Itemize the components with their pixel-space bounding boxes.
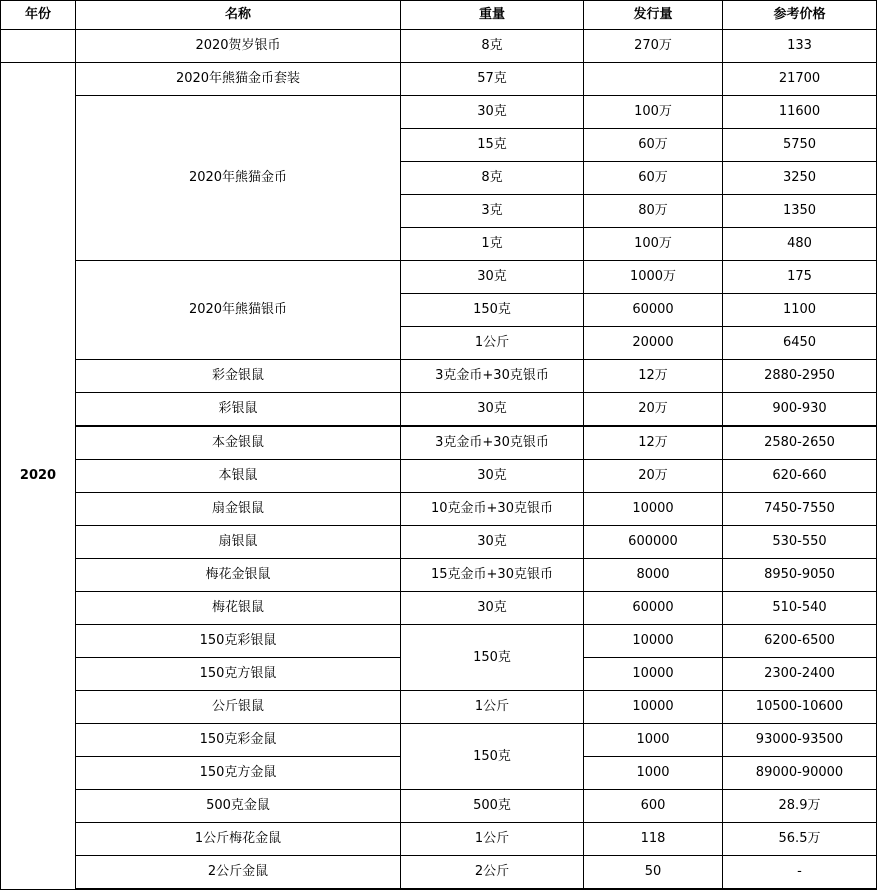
mintage-cell: 12万 [584,426,723,460]
weight-cell: 1克 [401,228,584,261]
header-row [1,1,877,30]
mintage-cell: 1000 [584,724,723,757]
name-cell: 本金银鼠 [76,426,401,460]
mintage-cell: 12万 [584,360,723,393]
price-cell: 28.9万 [723,790,877,823]
price-cell: 11600 [723,96,877,129]
weight-cell: 1公斤 [401,327,584,360]
table-row [1,63,877,96]
mintage-cell: 600000 [584,526,723,559]
price-cell: 89000-90000 [723,757,877,790]
price-cell: - [723,856,877,890]
weight-cell: 500克 [401,790,584,823]
mintage-cell: 50 [584,856,723,890]
weight-cell: 1公斤 [401,691,584,724]
weight-cell: 30克 [401,261,584,294]
weight-cell: 150克 [401,724,584,790]
weight-cell: 8克 [401,30,584,63]
weight-cell: 15克金币+30克银币 [401,559,584,592]
mintage-cell: 60万 [584,129,723,162]
name-cell: 本银鼠 [76,460,401,493]
header-mintage: 发行量 [584,1,723,30]
name-cell: 500克金鼠 [76,790,401,823]
table-row [1,360,877,393]
header-year: 年份 [1,1,76,30]
mintage-cell: 10000 [584,625,723,658]
table-row [1,96,877,129]
name-cell: 梅花银鼠 [76,592,401,625]
name-cell: 150克方金鼠 [76,757,401,790]
price-cell: 620-660 [723,460,877,493]
price-cell: 5750 [723,129,877,162]
table-row [1,823,877,856]
mintage-cell: 1000 [584,757,723,790]
price-cell: 93000-93500 [723,724,877,757]
weight-cell: 1公斤 [401,823,584,856]
mintage-cell: 60万 [584,162,723,195]
table-row [1,261,877,294]
name-cell: 2020年熊猫金币 [76,96,401,261]
table-row [1,30,877,63]
price-cell: 1350 [723,195,877,228]
mintage-cell: 1000万 [584,261,723,294]
mintage-cell: 20000 [584,327,723,360]
weight-cell: 30克 [401,526,584,559]
mintage-cell: 100万 [584,96,723,129]
table-row [1,393,877,427]
mintage-cell: 10000 [584,493,723,526]
table-row [1,426,877,460]
name-cell: 扇金银鼠 [76,493,401,526]
name-cell: 公斤银鼠 [76,691,401,724]
table-row [1,460,877,493]
mintage-cell: 60000 [584,294,723,327]
name-cell: 扇银鼠 [76,526,401,559]
mintage-cell: 118 [584,823,723,856]
header-name: 名称 [76,1,401,30]
weight-cell: 3克 [401,195,584,228]
name-cell: 1公斤梅花金鼠 [76,823,401,856]
table-row [1,625,877,658]
mintage-cell: 10000 [584,658,723,691]
header-weight: 重量 [401,1,584,30]
weight-cell: 3克金币+30克银币 [401,426,584,460]
year-cell-empty [1,30,76,63]
price-cell: 2300-2400 [723,658,877,691]
weight-cell: 2公斤 [401,856,584,890]
mintage-cell: 60000 [584,592,723,625]
name-cell: 150克彩银鼠 [76,625,401,658]
price-cell: 175 [723,261,877,294]
name-cell: 彩银鼠 [76,393,401,427]
weight-cell: 10克金币+30克银币 [401,493,584,526]
weight-cell: 30克 [401,393,584,427]
weight-cell: 3克金币+30克银币 [401,360,584,393]
price-cell: 510-540 [723,592,877,625]
price-cell: 1100 [723,294,877,327]
weight-cell: 57克 [401,63,584,96]
mintage-cell: 80万 [584,195,723,228]
mintage-cell: 20万 [584,460,723,493]
price-cell: 2580-2650 [723,426,877,460]
table-row [1,493,877,526]
price-cell: 56.5万 [723,823,877,856]
mintage-cell: 10000 [584,691,723,724]
name-cell: 梅花金银鼠 [76,559,401,592]
table-row [1,724,877,757]
weight-cell: 8克 [401,162,584,195]
weight-cell: 150克 [401,294,584,327]
price-cell: 10500-10600 [723,691,877,724]
name-cell: 150克方银鼠 [76,658,401,691]
price-cell: 21700 [723,63,877,96]
year-cell: 2020 [1,63,76,890]
name-cell: 2020年熊猫金币套装 [76,63,401,96]
table-row [1,559,877,592]
price-cell: 530-550 [723,526,877,559]
mintage-cell: 100万 [584,228,723,261]
table-row [1,592,877,625]
mintage-cell: 600 [584,790,723,823]
mintage-cell [584,63,723,96]
table-row [1,790,877,823]
price-cell: 8950-9050 [723,559,877,592]
price-cell: 3250 [723,162,877,195]
price-cell: 900-930 [723,393,877,427]
weight-cell: 30克 [401,592,584,625]
weight-cell: 30克 [401,96,584,129]
weight-cell: 150克 [401,625,584,691]
price-cell: 2880-2950 [723,360,877,393]
name-cell: 2020年熊猫银币 [76,261,401,360]
table-row [1,691,877,724]
name-cell: 150克彩金鼠 [76,724,401,757]
name-cell: 2公斤金鼠 [76,856,401,890]
weight-cell: 15克 [401,129,584,162]
price-cell: 6200-6500 [723,625,877,658]
price-cell: 7450-7550 [723,493,877,526]
mintage-cell: 270万 [584,30,723,63]
name-cell: 彩金银鼠 [76,360,401,393]
table-row [1,526,877,559]
header-price: 参考价格 [723,1,877,30]
price-cell: 480 [723,228,877,261]
mintage-cell: 20万 [584,393,723,427]
name-cell: 2020贺岁银币 [76,30,401,63]
price-cell: 133 [723,30,877,63]
mintage-cell: 8000 [584,559,723,592]
price-cell: 6450 [723,327,877,360]
weight-cell: 30克 [401,460,584,493]
